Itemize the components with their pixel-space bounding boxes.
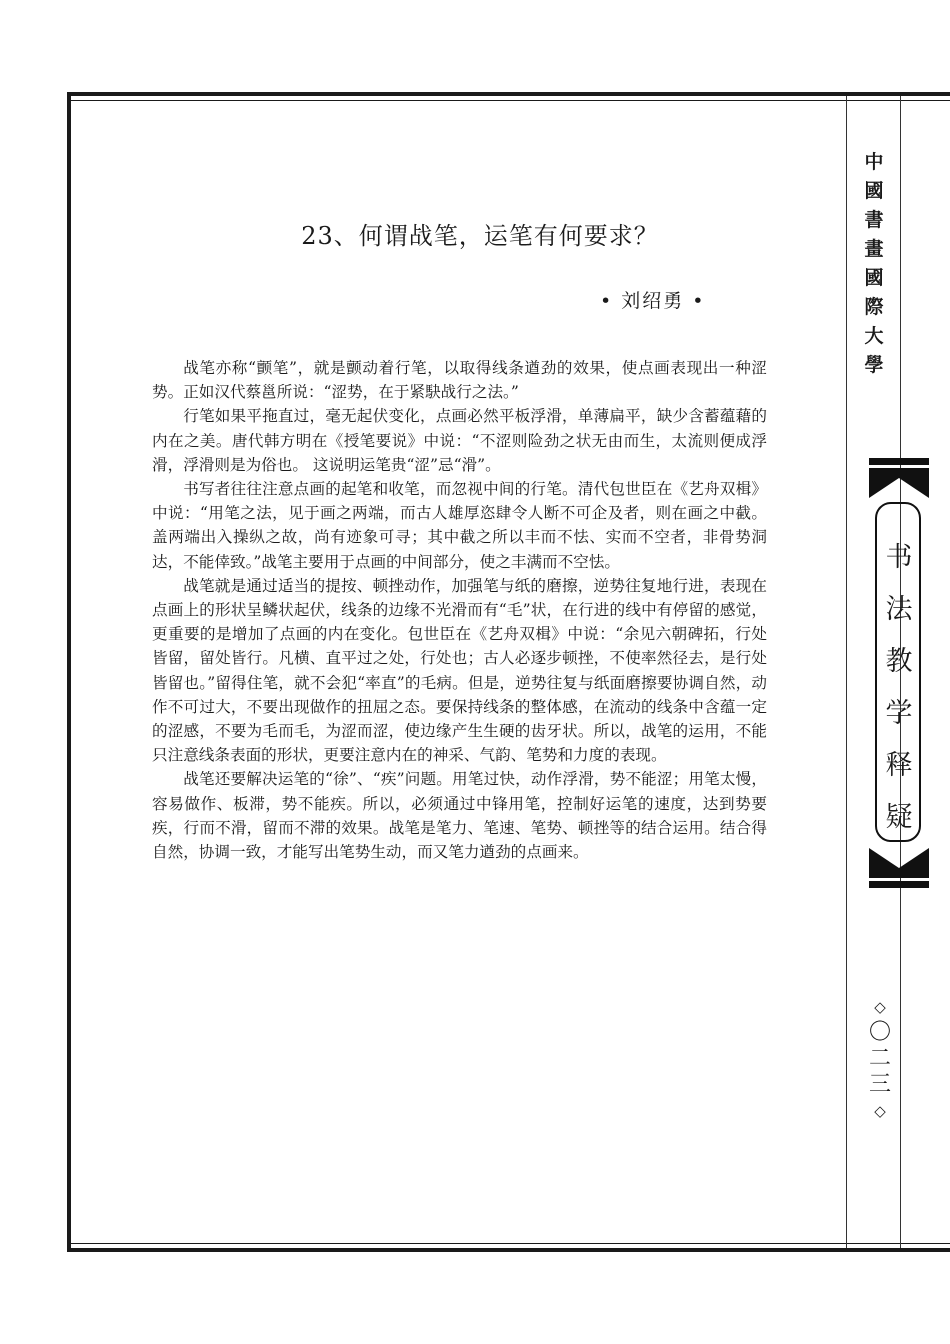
series-char: 中: [864, 151, 884, 173]
series-char: 際: [864, 296, 884, 318]
series-char: 學: [864, 354, 884, 376]
decorative-tab-top: [869, 468, 929, 498]
page-number-char: 三: [868, 1072, 891, 1097]
series-char: 國: [864, 180, 884, 202]
book-title-char: 释: [885, 750, 913, 781]
decorative-bar: [869, 458, 929, 465]
page-number-vertical: [864, 994, 896, 1124]
series-char: 大: [864, 325, 884, 347]
series-char: 畫: [864, 238, 884, 260]
paragraph: 战笔还要解决运笔的“徐”、“疾”问题。用笔过快，动作浮滑，势不能涩；用笔太慢，容易做作、板滞，势不能疾。所以，必须通过中锋用笔，控制好运笔的速度，达到势要疾，行而不滑，留而不滞的效果。战笔是笔力、笔速、笔势、顿挫等的结合运用。结合得自然，协调一致，才能写出笔势生动，而又笔力遒劲的点画来。: [152, 770, 767, 862]
book-title-char: 教: [885, 646, 913, 677]
paragraph: 书写者往往注意点画的起笔和收笔，而忽视中间的行笔。清代包世臣在《艺舟双楫》中说：“用笔之法，见于画之两端，而古人雄厚恣肆令人断不可企及者，则在画之中截。盖两端出入操纵之故，尚有迹象可寻；其中截之所以丰而不怯、实而不空者，非骨势洞达，不能倖致。”战笔主要用于点画的中间部分，使之丰满而不空怯。: [152, 480, 767, 571]
sidebar-divider-line: [846, 96, 847, 1248]
page-number-char: 二: [868, 1046, 891, 1071]
series-name-vertical: [856, 148, 892, 380]
decorative-bar: [869, 881, 929, 888]
series-char: 國: [864, 267, 884, 289]
book-title-vertical: [869, 532, 929, 844]
book-title-char: 法: [885, 594, 913, 625]
book-title-panel: [869, 458, 929, 888]
book-title-char: 学: [885, 698, 913, 729]
article-author: • 刘绍勇 •: [600, 290, 706, 312]
frame-inner-top-rule: [67, 100, 950, 101]
diamond-icon: ◇: [874, 1102, 886, 1120]
paragraph: 战笔就是通过适当的提按、顿挫动作，加强笔与纸的磨擦，逆势往复地行进，表现在点画上的形状呈鳞状起伏，线条的边缘不光滑而有“毛”状，在行进的线中有停留的感觉，更重要的是增加了点画的内在变化。包世臣在《艺舟双楫》中说：“余见六朝碑拓，行处 皆留，留处皆行。凡横、直平过之处，行处也；古人必逐步顿挫，不使率然径去，是行处皆留也。”留得住笔，就不会犯“率直”的毛病。但是，逆势往复与纸面磨擦要协调自然，动作不可过大，不要出现做作的扭屈之态。要保持线条的整体感，在流动的线条中含蕴一定的涩感，不要为毛而毛，为涩而涩，使边缘产生生硬的齿牙状。所以，战笔的运用，不能只注意线条表面的形状，更要注意内在的神采、气韵、笔势和力度的表现。: [152, 576, 767, 765]
book-title-char: 书: [885, 542, 913, 573]
frame-inner-bottom-rule: [67, 1243, 950, 1244]
diamond-icon: ◇: [874, 998, 886, 1016]
paragraph: 战笔亦称“颤笔”，就是颤动着行笔，以取得线条遒劲的效果，使点画表现出一种涩势。正如汉代蔡邕所说：“涩势，在于紧駃战行之法。”: [152, 359, 767, 402]
decorative-tab-bottom: [869, 848, 929, 878]
page-number-char: 〇: [868, 1020, 891, 1045]
book-title-char: 疑: [885, 802, 913, 833]
article-body: [152, 356, 767, 864]
article-title: 23、何谓战笔，运笔有何要求？: [301, 222, 659, 250]
paragraph: 行笔如果平拖直过，毫无起伏变化，点画必然平板浮滑，单薄扁平，缺少含蓄蕴藉的内在之美。唐代韩方明在《授笔要说》中说：“不涩则险劲之状无由而生，太流则便成浮滑，浮滑则是为俗也。 这说明运笔贵“涩”忌“滑”。: [152, 407, 767, 474]
series-char: 書: [864, 209, 884, 231]
